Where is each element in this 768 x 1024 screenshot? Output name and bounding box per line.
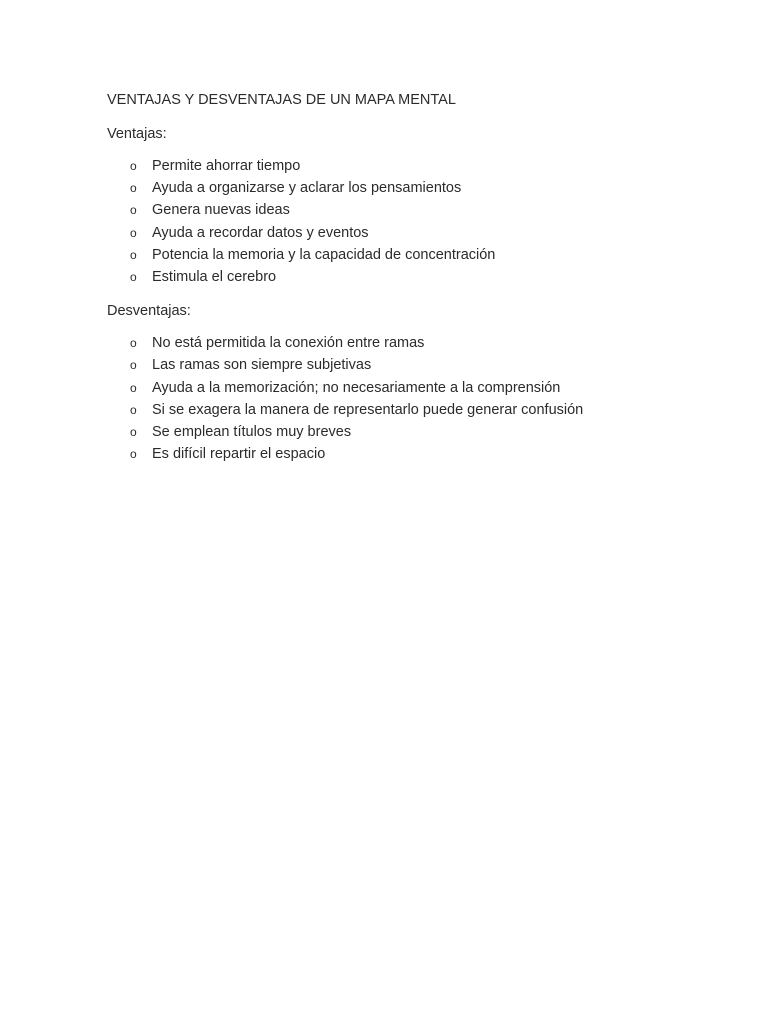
ventajas-list [107,155,707,288]
circle-bullet-icon: o [130,203,137,218]
list-item [107,443,707,465]
circle-bullet-icon: o [130,270,137,285]
list-item [107,244,707,266]
list-item [107,199,707,221]
list-item [107,222,707,244]
list-item [107,266,707,288]
list-item-text: Permite ahorrar tiempo [152,158,301,174]
section-desventajas [107,300,707,465]
list-item [107,421,707,443]
list-item [107,377,707,399]
circle-bullet-icon: o [130,425,137,440]
list-item [107,354,707,376]
list-item-text: No está permitida la conexión entre ramas [152,335,425,352]
list-item [107,155,707,177]
section-heading-desventajas: Desventajas: [107,303,191,320]
circle-bullet-icon: o [130,447,137,462]
list-item-text: Potencia la memoria y la capacidad de concentración [152,246,496,263]
circle-bullet-icon: o [130,402,137,417]
list-item-text: Ayuda a la memorización; no necesariamente a la comprensión [152,379,561,396]
circle-bullet-icon: o [130,380,137,395]
list-item-text: Si se exagera la manera de representarlo puede generar confusión [152,401,584,418]
list-item-text: Ayuda a organizarse y aclarar los pensamientos [152,180,462,197]
circle-bullet-icon: o [130,181,137,196]
list-item [107,332,707,354]
document-page [107,89,707,465]
list-item-text: Genera nuevas ideas [152,202,290,219]
document-title: VENTAJAS Y DESVENTAJAS DE UN MAPA MENTAL [107,92,456,108]
list-item-text: Se emplean títulos muy breves [152,424,352,441]
circle-bullet-icon: o [130,159,137,173]
circle-bullet-icon: o [130,225,137,240]
circle-bullet-icon: o [130,336,137,351]
section-heading-ventajas: Ventajas: [107,126,167,142]
section-ventajas [107,123,707,288]
list-item-text: Las ramas son siempre subjetivas [152,357,372,374]
list-item [107,177,707,199]
circle-bullet-icon: o [130,358,137,373]
list-item [107,399,707,421]
list-item-text: Estimula el cerebro [152,269,277,286]
circle-bullet-icon: o [130,247,137,262]
list-item-text: Es difícil repartir el espacio [152,446,326,463]
desventajas-list [107,332,707,465]
list-item-text: Ayuda a recordar datos y eventos [152,224,369,241]
